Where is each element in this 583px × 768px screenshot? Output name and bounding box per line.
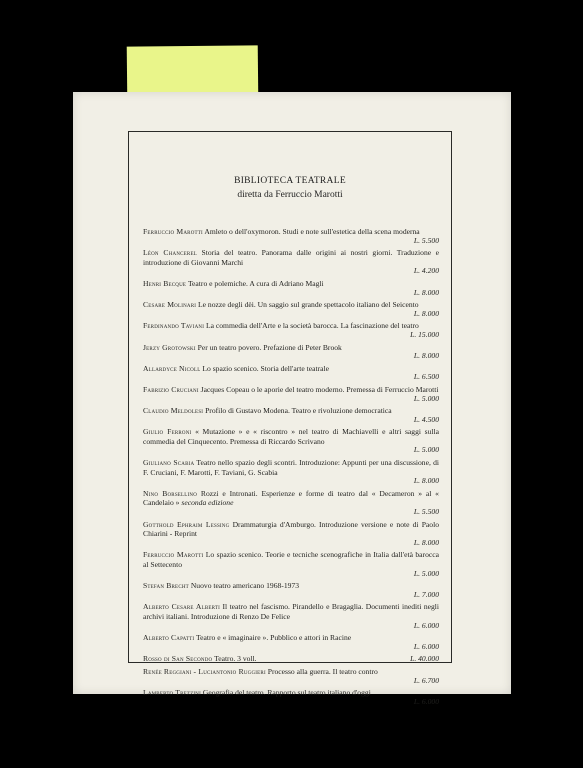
entry-author: Claudio Meldolesi [143, 406, 204, 416]
catalog-entry [143, 406, 439, 424]
entry-title: La commedia dell'Arte e la società barocca. La fascinazione del teatro [205, 321, 419, 331]
entry-title: Geografia del teatro. Rapporto sul teatro italiano d'oggi [202, 688, 371, 698]
entry-author: Lamberto Trezzini [143, 688, 201, 698]
entry-price: L. 5.000 [413, 568, 439, 578]
entry-author: Cesare Molinari [143, 300, 197, 310]
catalog-entry [143, 385, 439, 403]
series-editor: diretta da Ferruccio Marotti [237, 190, 343, 200]
series-title: BIBLIOTECA TEATRALE [234, 176, 346, 186]
catalog-entry [143, 343, 439, 361]
entry-price: L. 4.500 [413, 414, 439, 424]
entry-author: Ferruccio Marotti [143, 550, 204, 560]
entry-price: L. 7.000 [413, 589, 439, 599]
book-back-cover [73, 92, 511, 706]
entry-title: Teatro e polemiche. A cura di Adriano Magli [187, 278, 324, 288]
catalog-entry [143, 227, 439, 245]
catalog-entry [143, 364, 439, 382]
entry-author: Henri Becque [143, 278, 187, 288]
cover-frame [128, 131, 452, 706]
entry-price: L. 6.000 [413, 696, 439, 706]
entry-price: L. 5.000 [413, 445, 439, 455]
entry-author: Ferruccio Marotti [143, 227, 203, 236]
entry-title: « Mutazione » e « riscontro » nel teatro di Machiavelli e altri saggi sulla commedia del Cinquecento. Premessa di Riccardo Scrivano [143, 427, 440, 446]
catalog-entry [143, 520, 439, 548]
entry-price: L. 6.000 [413, 620, 439, 630]
entry-title: Processo alla guerra. Il teatro contro [267, 666, 378, 676]
entry-price: L. 4.200 [413, 266, 439, 276]
entry-title: Nuovo teatro americano 1968-1973 [190, 581, 300, 591]
entry-author: Jerzy Grotowski [143, 342, 196, 352]
entry-title: Per un teatro povero. Prefazione di Peter Brook [197, 342, 342, 352]
entry-author: Ferdinando Taviani [143, 321, 205, 331]
entry-title: Jacques Copeau o le aporie del teatro moderno. Premessa di Ferruccio Marotti [200, 384, 439, 394]
entry-author: Giulio Ferroni [143, 427, 192, 437]
entry-title: Lo spazio scenico. Teorie e tecniche scenografiche in Italia dall'età barocca al Settecento [143, 550, 439, 569]
entry-author: Giuliano Scabia [143, 458, 195, 468]
entry-price: L. 5.500 [413, 507, 439, 517]
entry-title: Storia del teatro. Panorama dalle origini ai nostri giorni. Traduzione e introduzione di Giovanni Marchi [143, 248, 440, 267]
entry-author: Léon Chancerel [143, 248, 197, 258]
entry-price: L. 8.000 [413, 537, 439, 547]
catalog-entry [143, 667, 439, 685]
entry-title: Il teatro nel fascismo. Pirandello e Bragaglia. Documenti inediti negli archivi italiani. Introduzione di Renzo De Felice [143, 602, 439, 621]
entry-price: L. 8.000 [413, 308, 439, 318]
entry-price: L. 5.000 [413, 393, 439, 403]
entry-price: L. 8.000 [413, 287, 439, 297]
entry-title: Lo spazio scenico. Storia dell'arte teatrale [202, 363, 329, 373]
entry-author: Fabrizio Cruciani [143, 384, 199, 394]
entry-author: Stefan Brecht [143, 581, 189, 591]
catalog-entry [143, 248, 439, 276]
entry-title: Rozzi e Intronati. Esperienze e forme di teatro dal « Decameron » al « Candelaio » [143, 488, 439, 508]
entry-price: L. 8.000 [413, 351, 439, 361]
catalog-entry [143, 427, 439, 455]
entry-author: Alberto Capatti [143, 633, 195, 643]
entry-price: L. 6.500 [413, 372, 439, 382]
entry-author: Renée Reggiani - Luciantonio Ruggieri [143, 666, 266, 676]
entry-author: Allardyce Nicoll [143, 363, 201, 373]
entry-price: L. 5.500 [413, 235, 439, 245]
catalog-entry [143, 633, 439, 651]
catalog-entry [143, 300, 439, 318]
catalog-entry [143, 489, 439, 517]
catalog-entry [143, 654, 439, 664]
series-header [129, 174, 451, 202]
entry-price: L. 6.700 [413, 675, 439, 685]
catalog-entry [143, 321, 439, 339]
entry-title: Teatro. 3 voll. [214, 654, 257, 664]
catalog-entry [143, 458, 439, 486]
entry-price: L. 15.000 [410, 329, 439, 339]
entry-price: L. 8.000 [413, 476, 439, 486]
entry-author: Rosso di San Secondo [143, 654, 213, 664]
entry-title: Teatro e « imaginaire ». Pubblico e attori in Racine [196, 633, 352, 643]
catalog-entry [143, 279, 439, 297]
entry-price: L. 6.000 [413, 641, 439, 651]
entry-author: Nino Borsellino [143, 488, 198, 498]
catalog-entry [143, 550, 439, 578]
entry-title: Amleto o dell'oxymoron. Studi e note sull'estetica della scena moderna [204, 227, 420, 236]
entry-author: Gotthold Ephraim Lessing [143, 519, 230, 529]
catalog-list [143, 227, 439, 709]
entry-edition: seconda edizione [181, 498, 234, 508]
catalog-entry [143, 581, 439, 599]
entry-title: Le nozze degli dèi. Un saggio sul grande spettacolo italiano del Seicento [198, 300, 419, 310]
catalog-entry [143, 688, 439, 706]
entry-price: L. 40.000 [410, 654, 439, 664]
entry-author: Alberto Cesare Alberti [143, 602, 221, 612]
entry-title: Profilo di Gustavo Modena. Teatro e rivoluzione democratica [205, 406, 392, 416]
catalog-entry [143, 602, 439, 630]
entry-title: Teatro nello spazio degli scontri. Introduzione: Appunti per una discussione, di F. Cruciani, F. Marotti, F. Taviani, G. Scabia [143, 458, 439, 477]
entry-title: Drammaturgia d'Amburgo. Introduzione versione e note di Paolo Chiarini - Reprint [143, 519, 439, 539]
